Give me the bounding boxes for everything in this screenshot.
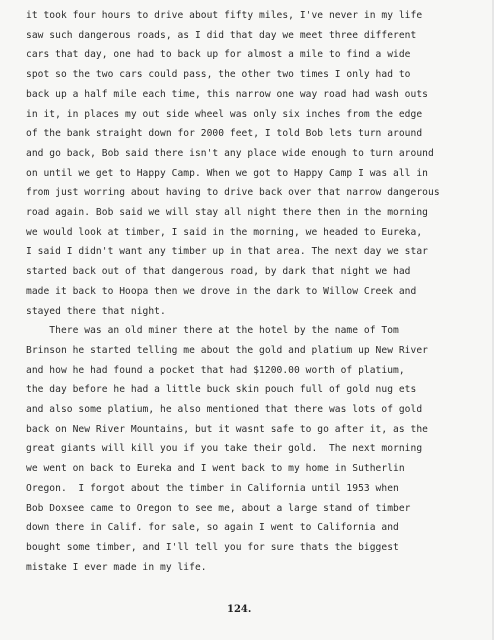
text-line: back on New River Mountains, but it wasnt safe to go after it, as the — [26, 423, 428, 435]
text-line: stayed there that night. — [26, 305, 166, 317]
text-line: made it back to Hoopa then we drove in the dark to Willow Creek and — [26, 285, 417, 297]
text-line: the day before he had a little buck skin pouch full of gold nug ets — [26, 384, 417, 396]
text-line: from just worring about having to drive back over that narrow dangerous — [26, 187, 440, 199]
text-line: we would look at timber, I said in the morning, we headed to Eureka, — [26, 226, 423, 238]
text-line: cars that day, one had to back up for almost a mile to find a wide — [26, 49, 411, 61]
text-line: Bob Doxsee came to Oregon to see me, about a large stand of timber — [26, 502, 411, 514]
text-line: There was an old miner there at the hotel by the name of Tom — [26, 325, 399, 337]
text-line: I said I didn't want any timber up in that area. The next day we star — [26, 246, 428, 258]
text-line: Oregon. I forgot about the timber in California until 1953 when — [26, 482, 399, 494]
text-line: of the bank straight down for 2000 feet, I told Bob lets turn around — [26, 128, 423, 140]
text-line: and go back, Bob said there isn't any place wide enough to turn around — [26, 147, 434, 159]
text-line: we went on back to Eureka and I went back to my home in Sutherlin — [26, 463, 405, 475]
text-line: back up a half mile each time, this narrow one way road had wash outs — [26, 88, 428, 100]
text-line: it took four hours to drive about fifty miles, I've never in my life — [26, 10, 423, 21]
text-line: bought some timber, and I'll tell you for sure thats the biggest — [26, 541, 399, 553]
text-line: down there in Calif. for sale, so again I went to California and — [26, 522, 399, 534]
text-line: and how he had found a pocket that had $1200.00 worth of platium, — [26, 364, 405, 376]
text-line: on until we get to Happy Camp. When we got to Happy Camp I was all in — [26, 167, 428, 179]
text-line: road again. Bob said we will stay all night there then in the morning — [26, 207, 428, 218]
text-line: mistake I ever made in my life. — [26, 561, 207, 573]
text-line: started back out of that dangerous road, by dark that night we had — [26, 266, 411, 278]
text-line: Brinson he started telling me about the gold and platium up New River — [26, 344, 428, 356]
text-line: spot so the two cars could pass, the other two times I only had to — [26, 69, 411, 81]
text-line: saw such dangerous roads, as I did that day we meet three different — [26, 29, 417, 41]
text-line: great giants will kill you if you take their gold. The next morning — [26, 443, 423, 455]
text-line: and also some platium, he also mentioned that there was lots of gold — [26, 404, 423, 415]
page-number: 124. — [227, 604, 252, 615]
text-line: in it, in places my out side wheel was only six inches from the edge — [26, 108, 423, 120]
